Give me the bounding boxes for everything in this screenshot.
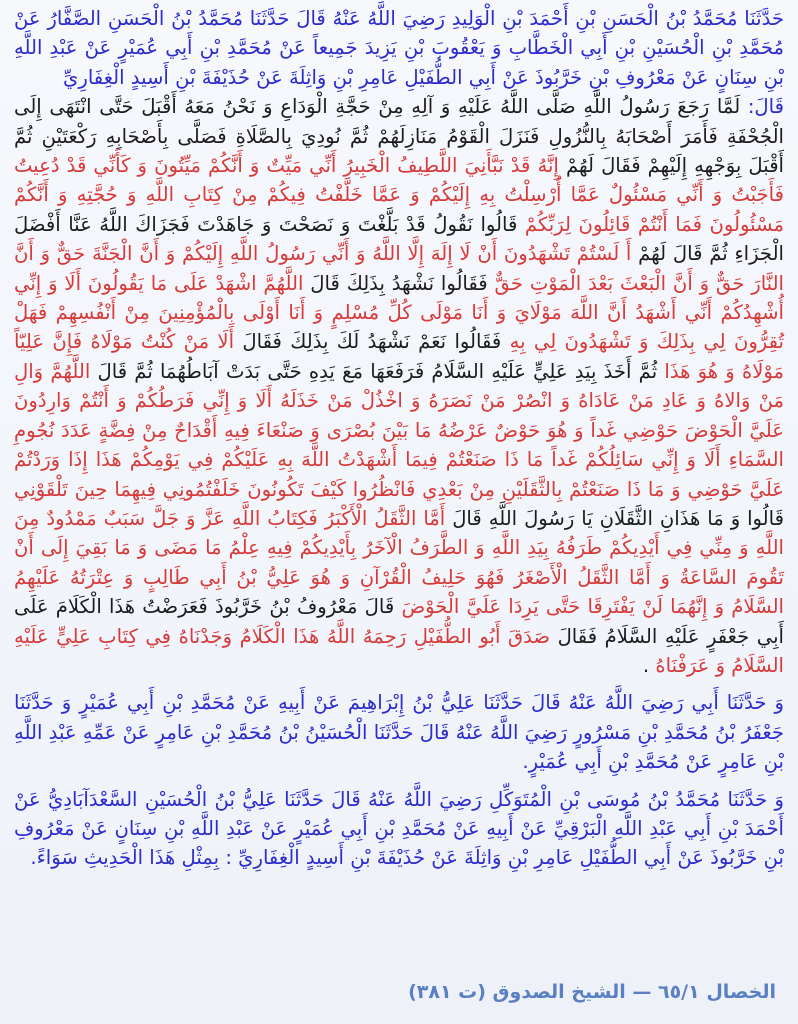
text-segment-red: اللَّهُمَّ اشْهَدْ عَلَى مَا يَقُولُونَ أَلَا وَ إِنِّي أُشْهِدُكُمْ أَنِّي أَشْهَدُ أَنَّ اللَّهَ مَوْلَايَ وَ أَنَا مَوْلَى كُلِّ مُسْلِمٍ وَ أَنَا أَوْلَى بِالْمُؤْمِنِينَ مِنْ أَنْفُسِهِمْ فَهَلْ تُقِرُّونَ لِي بِذَلِكَ وَ تَشْهَدُونَ لِي بِهِ [14,271,784,354]
text-segment-red: أَلَا مَنْ كُنْتُ مَوْلَاهُ فَإِنَّ عَلِيّاً مَوْلَاهُ وَ هُوَ هَذَا [14,330,785,383]
text-segment-black: قَالُوا وَ مَا هَذَانِ الثَّقَلَانِ يَا رَسُولَ اللَّهِ قَالَ [445,506,784,530]
hadith-main-text [14,92,784,680]
isnad-chain-3: وَ حَدَّثَنَا مُحَمَّدُ بْنُ مُوسَى بْنِ الْمُتَوَكِّلِ رَضِيَ اللَّهُ عَنْهُ قَالَ حَدَّثَنَا عَلِيُّ بْنُ الْحُسَيْنِ السَّعْدَآبَادِيُّ عَنْ أَحْمَدَ بْنِ أَبِي عَبْدِ اللَّهِ الْبَرْقِيِّ عَنْ أَبِيهِ عَنْ مُحَمَّدِ بْنِ أَبِي عُمَيْرٍ عَنْ عَبْدِ اللَّهِ بْنِ سِنَانٍ عَنْ مَعْرُوفِ بْنِ خَرَّبُوذَ عَنْ أَبِي الطُّفَيْلِ عَامِرِ بْنِ وَاثِلَةَ عَنْ حُذَيْفَةَ بْنِ أَسِيدٍ الْغِفَارِيِّ : بِمِثْلِ هَذَا الْحَدِيثِ سَوَاءً. [14,787,784,870]
hadith-text [14,4,784,873]
text-segment-black: قَالَ مَعْرُوفُ بْنُ خَرَّبُوذَ فَعَرَضْتُ هَذَا الْكَلَامَ عَلَى أَبِي جَعْفَرٍ عَلَيْهِ السَّلَامُ فَقَالَ [14,595,784,648]
text-segment-black: قَالُوا نَقُولُ قَدْ بَلَّغْتَ وَ نَصَحْتَ وَ جَاهَدْتَ فَجَزَاكَ اللَّهُ عَنَّا أَفْضَلَ الْجَزَاءِ ثُمَّ قَالَ لَهُمْ [14,212,784,266]
text-segment-red: صَدَقَ أَبُو الطُّفَيْلِ رَحِمَهُ اللَّهُ هَذَا الْكَلَامُ وَجَدْنَاهُ فِي كِتَابِ عَلِيٍّ عَلَيْهِ السَّلَامُ وَ عَرَفْنَاهُ [14,624,784,677]
text-segment-blue: قَالَ: [740,95,785,119]
isnad-chain-2: وَ حَدَّثَنَا أَبِي رَضِيَ اللَّهُ عَنْهُ قَالَ حَدَّثَنَا عَلِيُّ بْنُ إِبْرَاهِيمَ عَنْ أَبِيهِ عَنْ مُحَمَّدِ بْنِ أَبِي عُمَيْرٍ وَ حَدَّثَنَا جَعْفَرُ بْنُ مُحَمَّدِ بْنِ مَسْرُورٍ رَضِيَ اللَّهُ عَنْهُ قَالَ حَدَّثَنَا الْحُسَيْنُ بْنُ مُحَمَّدِ بْنِ عَامِرٍ عَنْ عَمِّهِ عَبْدِ اللَّهِ بْنِ عَامِرٍ عَنْ مُحَمَّدِ بْنِ أَبِي عُمَيْرٍ. [14,691,784,774]
text-segment-black: فَقَالُوا نَعَمْ نَشْهَدُ لَكَ بِذَلِكَ فَقَالَ [234,330,502,354]
text-segment-black: فَقَالُوا نَشْهَدُ بِذَلِكَ قَالَ [303,271,488,295]
text-segment-black: . [642,653,650,677]
text-segment-red: أَ لَسْتُمْ تَشْهَدُونَ أَنْ لَا إِلَهَ إِلَّا اللَّهُ وَ أَنِّي رَسُولُ اللَّهِ إِلَيْكُمْ وَ أَنَّ الْجَنَّةَ حَقٌّ وَ أَنَّ النَّارَ حَقٌّ وَ أَنَّ الْبَعْثَ بَعْدَ الْمَوْتِ حَقٌّ [14,242,785,295]
source-reference: الخصال ٦٥/١ — الشيخ الصدوق (ت ٣٨١) [408,981,776,1003]
isnad-chain-1: حَدَّثَنَا مُحَمَّدُ بْنُ الْحَسَنِ بْنِ أَحْمَدَ بْنِ الْوَلِيدِ رَضِيَ اللَّهُ عَنْهُ قَالَ حَدَّثَنَا مُحَمَّدُ بْنُ الْحَسَنِ الصَّفَّارُ عَنْ مُحَمَّدِ بْنِ الْحُسَيْنِ بْنِ أَبِي الْخَطَّابِ وَ يَعْقُوبَ بْنِ يَزِيدَ جَمِيعاً عَنْ مُحَمَّدِ بْنِ أَبِي عُمَيْرٍ عَنْ عَبْدِ اللَّهِ بْنِ سِنَانٍ عَنْ مَعْرُوفِ بْنِ خَرَّبُوذَ عَنْ أَبِي الطُّفَيْلِ عَامِرِ بْنِ وَاثِلَةَ عَنْ حُذَيْفَةَ بْنِ أَسِيدٍ الْغِفَارِيِّ [14,7,784,89]
text-segment-black: ثُمَّ أَخَذَ بِيَدِ عَلِيٍّ عَلَيْهِ السَّلَامُ فَرَفَعَهَا مَعَ يَدِهِ حَتَّى بَدَتْ آبَاطُهُمَا ثُمَّ قَالَ [90,359,658,383]
text-segment-red: إِنَّهُ قَدْ نَبَّأَنِيَ اللَّطِيفُ الْخَبِيرُ أَنِّي مَيِّتٌ وَ أَنَّكُمْ مَيِّتُونَ وَ كَأَنِّي قَدْ دُعِيتُ فَأَجَبْتُ وَ أَنِّي مَسْئُولٌ عَمَّا أُرْسِلْتُ بِهِ إِلَيْكُمْ وَ عَمَّا خَلَّفْتُ فِيكُمْ مِنْ كِتَابِ اللَّهِ وَ حُجَّتِهِ وَ أَنَّكُمْ مَسْئُولُونَ فَمَا أَنْتُمْ قَائِلُونَ لِرَبِّكُمْ [14,154,784,236]
text-segment-black: لَمَّا رَجَعَ رَسُولُ اللَّهِ صَلَّى اللَّهُ عَلَيْهِ وَ آلِهِ مِنْ حَجَّةِ الْوَدَاعِ وَ نَحْنُ مَعَهُ أَقْبَلَ حَتَّى انْتَهَى إِلَى الْجُحْفَةِ فَأَمَرَ أَصْحَابَهُ بِالنُّزُولِ فَنَزَلَ الْقَوْمُ مَنَازِلَهُمْ ثُمَّ نُودِيَ بِالصَّلَاةِ فَصَلَّى بِأَصْحَابِهِ رَكْعَتَيْنِ ثُمَّ أَقْبَلَ بِوَجْهِهِ إِلَيْهِمْ فَقَالَ لَهُمْ [14,95,784,178]
text-segment-red: اللَّهُمَّ وَالِ مَنْ وَالاهُ وَ عَادِ مَنْ عَادَاهُ وَ انْصُرْ مَنْ نَصَرَهُ وَ اخْذُلْ مَنْ خَذَلَهُ أَلَا وَ إِنِّي فَرَطُكُمْ وَ أَنْتُمْ وَارِدُونَ عَلَيَّ الْحَوْضَ حَوْضِي غَداً وَ هُوَ حَوْضٌ عَرْضُهُ مَا بَيْنَ بُصْرَى وَ صَنْعَاءَ فِيهِ أَقْدَاحٌ مِنْ فِضَّةٍ عَدَدَ نُجُومِ السَّمَاءِ أَلَا وَ إِنِّي سَائِلُكُمْ غَداً مَا ذَا صَنَعْتُمْ فِيمَا أَشْهَدْتُ اللَّهَ بِهِ عَلَيْكُمْ فِي يَوْمِكُمْ هَذَا إِذَا وَرَدْتُمْ عَلَيَّ حَوْضِي وَ مَا ذَا صَنَعْتُمْ بِالثَّقَلَيْنِ مِنْ بَعْدِي فَانْظُرُوا كَيْفَ تَكُونُونَ خَلَفْتُمُونِي فِيهِمَا حِينَ تَلْقَوْنِي [14,359,784,501]
text-segment-red: أَمَّا الثَّقَلُ الْأَكْبَرُ فَكِتَابُ اللَّهِ عَزَّ وَ جَلَّ سَبَبٌ مَمْدُودٌ مِنَ اللَّهِ وَ مِنِّي فِي أَيْدِيكُمْ طَرَفُهُ بِيَدِ اللَّهِ وَ الطَّرَفُ الْآخَرُ بِأَيْدِيكُمْ فِيهِ عِلْمُ مَا مَضَى وَ مَا بَقِيَ إِلَى أَنْ تَقُومَ السَّاعَةُ وَ أَمَّا الثَّقَلُ الْأَصْغَرُ فَهُوَ حَلِيفُ الْقُرْآنِ وَ هُوَ عَلِيُّ بْنُ أَبِي طَالِبٍ وَ عِتْرَتُهُ عَلَيْهِمُ السَّلَامُ وَ إِنَّهُمَا لَنْ يَفْتَرِقَا حَتَّى يَرِدَا عَلَيَّ الْحَوْضَ [14,506,784,619]
